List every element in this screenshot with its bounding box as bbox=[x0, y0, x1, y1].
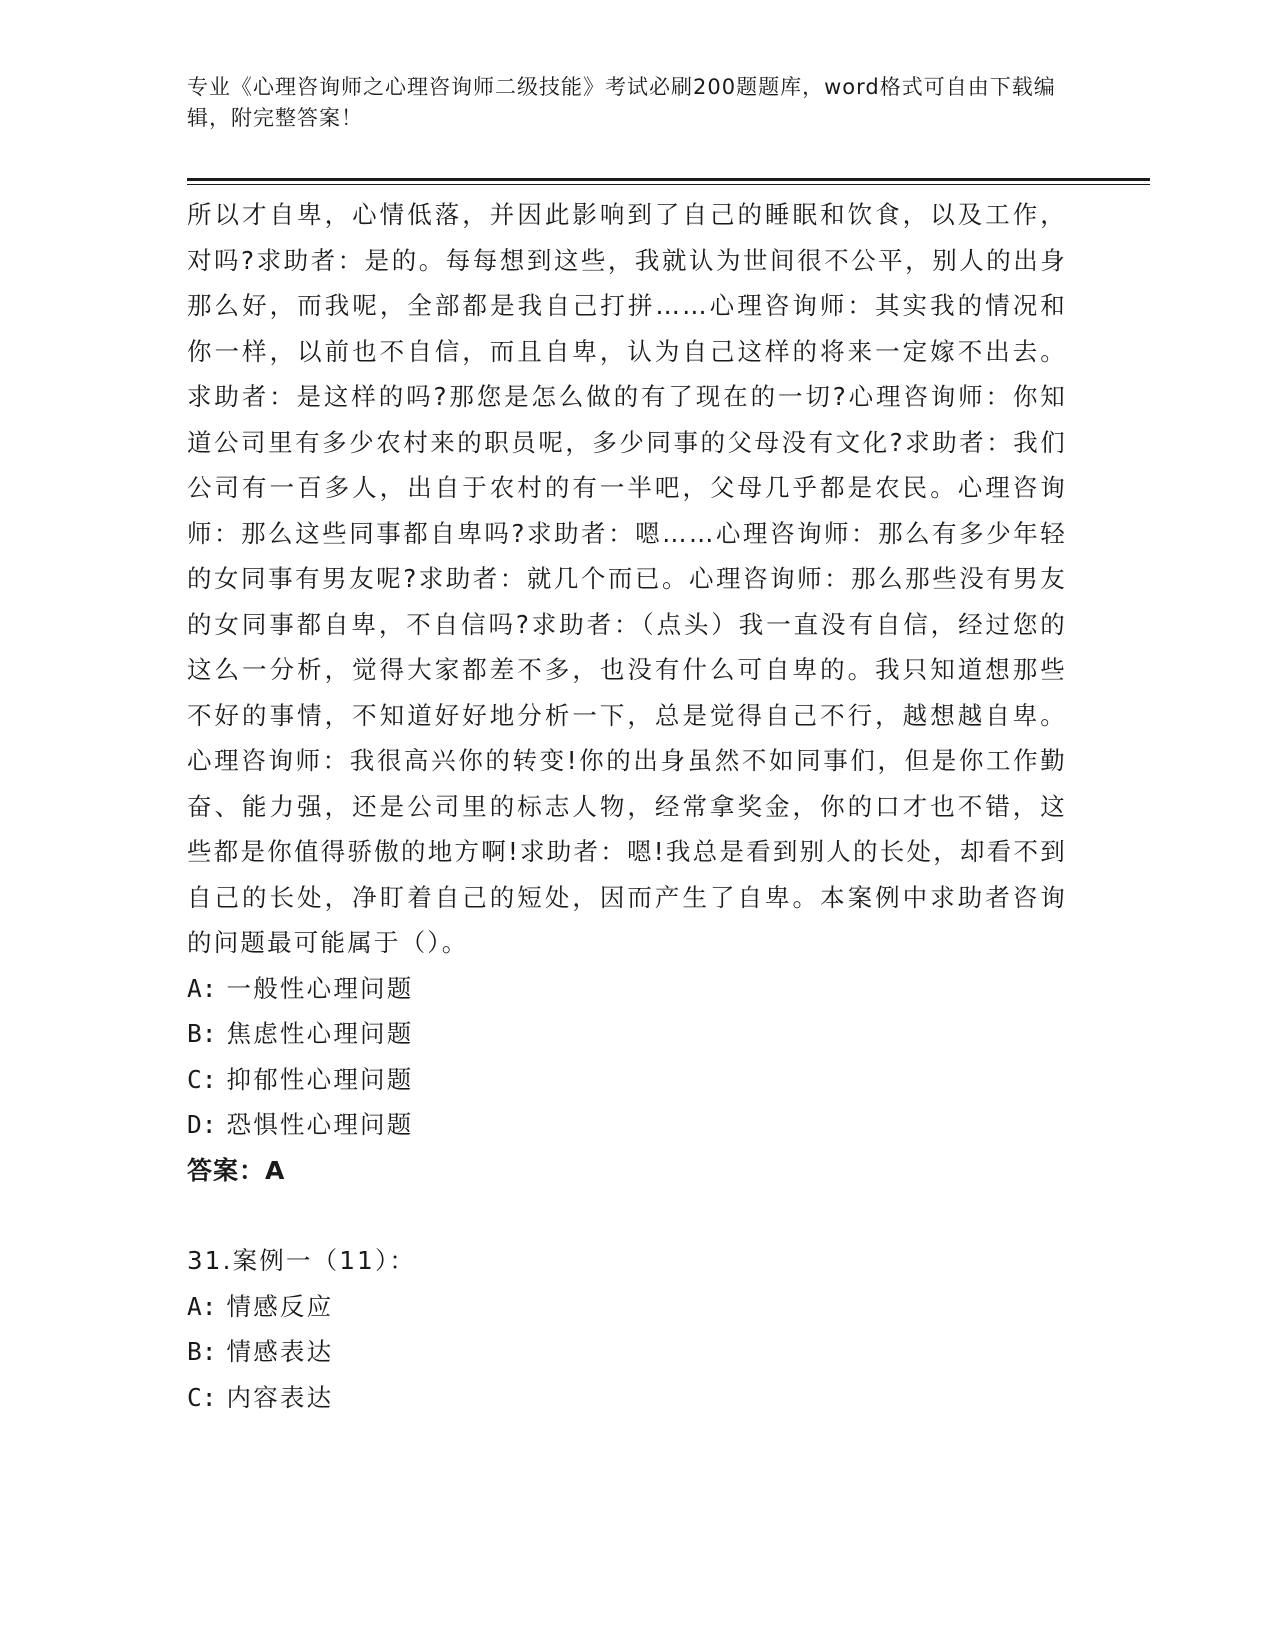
case-passage: 所以才自卑，心情低落，并因此影响到了自己的睡眠和饮食，以及工作，对吗?求助者：是的。每每想到这些，我就认为世间很不公平，别人的出身那么好，而我呢，全部都是我自己打拼……心理咨询师：其实我的情况和你一样，以前也不自信，而且自卑，认为自己这样的将来一定嫁不出去。求助者：是这样的吗?那您是怎么做的有了现在的一切?心理咨询师：你知道公司里有多少农村来的职员呢，多少同事的父母没有文化?求助者：我们公司有一百多人，出自于农村的有一半吧，父母几乎都是农民。心理咨询师：那么这些同事都自卑吗?求助者：嗯……心理咨询师：那么有多少年轻的女同事有男友呢?求助者：就几个而已。心理咨询师：那么那些没有男友的女同事都自卑，不自信吗?求助者：（点头）我一直没有自信，经过您的这么一分析，觉得大家都差不多，也没有什么可自卑的。我只知道想那些不好的事情，不知道好好地分析一下，总是觉得自己不行，越想越自卑。心理咨询师：我很高兴你的转变!你的出身虽然不如同事们，但是你工作勤奋、能力强，还是公司里的标志人物，经常拿奖金，你的口才也不错，这些都是你值得骄傲的地方啊!求助者：嗯!我总是看到别人的长处，却看不到自己的长处，净盯着自己的短处，因而产生了自卑。本案例中求助者咨询的问题最可能属于（）。 bbox=[187, 200, 1067, 957]
option-b bbox=[187, 1011, 1067, 1057]
option-text: 情感反应 bbox=[226, 1291, 334, 1321]
q31-option-c bbox=[187, 1375, 1067, 1421]
option-c bbox=[187, 1057, 1067, 1103]
option-text: 焦虑性心理问题 bbox=[226, 1019, 414, 1048]
option-text: 恐惧性心理问题 bbox=[226, 1110, 414, 1139]
section-spacer bbox=[187, 1193, 1067, 1238]
header-divider-thick bbox=[187, 178, 1150, 181]
option-key: B: bbox=[187, 1019, 217, 1048]
option-key: B: bbox=[187, 1337, 217, 1366]
header-divider-thin bbox=[187, 184, 1150, 185]
option-d bbox=[187, 1102, 1067, 1148]
option-text: 一般性心理问题 bbox=[226, 973, 414, 1003]
document-body bbox=[187, 192, 1067, 1420]
option-text: 抑郁性心理问题 bbox=[226, 1064, 414, 1094]
option-key: A: bbox=[187, 1291, 217, 1321]
question-31-title: 31.案例一（11）： bbox=[187, 1246, 417, 1275]
option-text: 内容表达 bbox=[226, 1382, 334, 1412]
answer-line: 答案：A bbox=[187, 1155, 286, 1185]
option-text: 情感表达 bbox=[226, 1337, 334, 1366]
option-key: C: bbox=[187, 1382, 217, 1412]
option-key: D: bbox=[187, 1110, 217, 1139]
q31-option-a bbox=[187, 1284, 1067, 1330]
q31-option-b bbox=[187, 1329, 1067, 1375]
option-a bbox=[187, 966, 1067, 1012]
option-key: C: bbox=[187, 1064, 217, 1094]
option-key: A: bbox=[187, 973, 217, 1003]
page-header-title: 专业《心理咨询师之心理咨询师二级技能》考试必刷200题题库，word格式可自由下载编辑，附完整答案！ bbox=[187, 75, 1056, 130]
